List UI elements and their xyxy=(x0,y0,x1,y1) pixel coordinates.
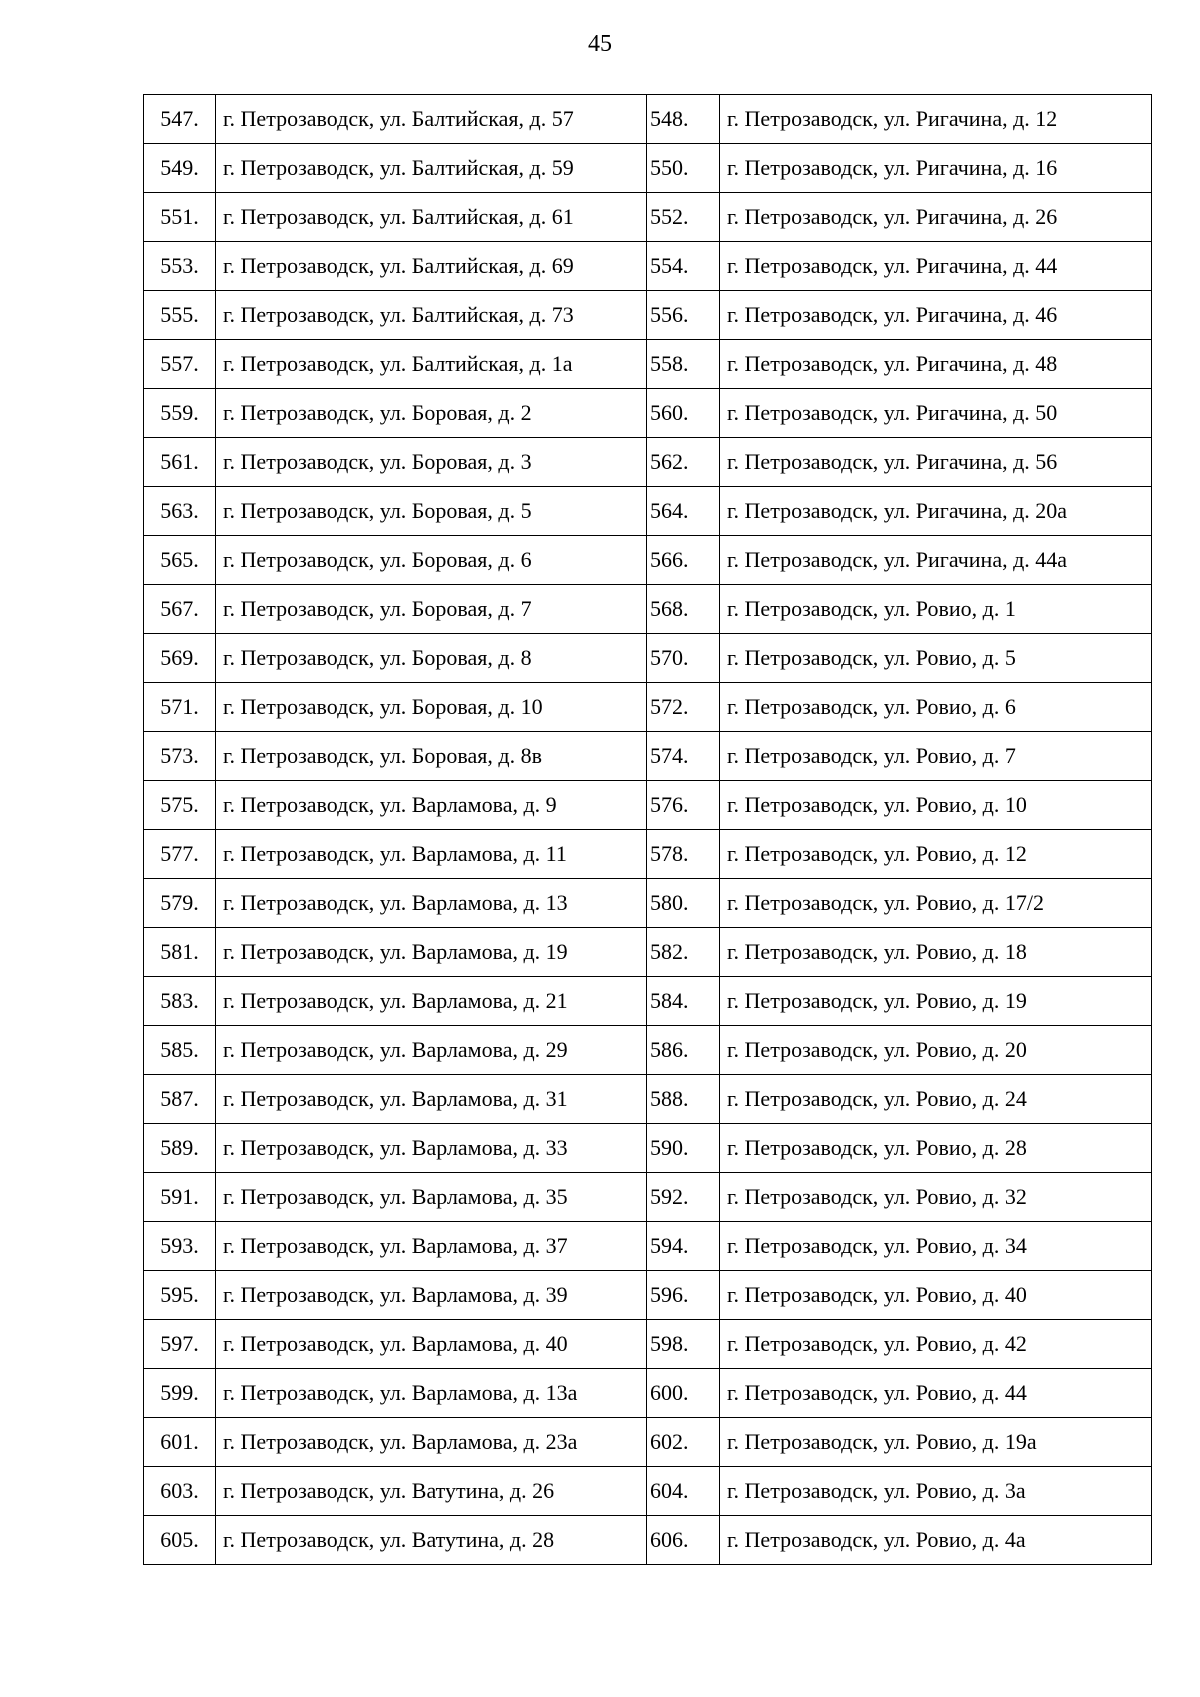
row-number-cell: 561. xyxy=(144,438,216,487)
row-number-cell: 576. xyxy=(647,781,720,830)
table-row xyxy=(144,732,1152,781)
row-number-cell: 560. xyxy=(647,389,720,438)
table-row xyxy=(144,536,1152,585)
address-cell: г. Петрозаводск, ул. Ровио, д. 6 xyxy=(720,683,1152,732)
address-cell: г. Петрозаводск, ул. Балтийская, д. 1а xyxy=(216,340,647,389)
address-cell: г. Петрозаводск, ул. Ровио, д. 20 xyxy=(720,1026,1152,1075)
row-number-cell: 591. xyxy=(144,1173,216,1222)
address-cell: г. Петрозаводск, ул. Ровио, д. 18 xyxy=(720,928,1152,977)
address-cell: г. Петрозаводск, ул. Ровио, д. 28 xyxy=(720,1124,1152,1173)
row-number-cell: 574. xyxy=(647,732,720,781)
address-cell: г. Петрозаводск, ул. Ровио, д. 4а xyxy=(720,1516,1152,1565)
row-number-cell: 587. xyxy=(144,1075,216,1124)
address-cell: г. Петрозаводск, ул. Варламова, д. 21 xyxy=(216,977,647,1026)
address-cell: г. Петрозаводск, ул. Боровая, д. 7 xyxy=(216,585,647,634)
address-cell: г. Петрозаводск, ул. Ровио, д. 40 xyxy=(720,1271,1152,1320)
row-number-cell: 570. xyxy=(647,634,720,683)
table-row xyxy=(144,1222,1152,1271)
row-number-cell: 592. xyxy=(647,1173,720,1222)
address-cell: г. Петрозаводск, ул. Варламова, д. 39 xyxy=(216,1271,647,1320)
address-cell: г. Петрозаводск, ул. Варламова, д. 37 xyxy=(216,1222,647,1271)
table-row xyxy=(144,1026,1152,1075)
table-row xyxy=(144,291,1152,340)
address-cell: г. Петрозаводск, ул. Варламова, д. 19 xyxy=(216,928,647,977)
table-row xyxy=(144,781,1152,830)
address-cell: г. Петрозаводск, ул. Ватутина, д. 28 xyxy=(216,1516,647,1565)
row-number-cell: 594. xyxy=(647,1222,720,1271)
address-cell: г. Петрозаводск, ул. Боровая, д. 8 xyxy=(216,634,647,683)
address-cell: г. Петрозаводск, ул. Боровая, д. 10 xyxy=(216,683,647,732)
address-cell: г. Петрозаводск, ул. Ригачина, д. 48 xyxy=(720,340,1152,389)
address-cell: г. Петрозаводск, ул. Варламова, д. 33 xyxy=(216,1124,647,1173)
address-cell: г. Петрозаводск, ул. Ровио, д. 17/2 xyxy=(720,879,1152,928)
row-number-cell: 589. xyxy=(144,1124,216,1173)
row-number-cell: 600. xyxy=(647,1369,720,1418)
address-cell: г. Петрозаводск, ул. Варламова, д. 13а xyxy=(216,1369,647,1418)
address-table-body xyxy=(144,95,1152,1565)
row-number-cell: 604. xyxy=(647,1467,720,1516)
table-row xyxy=(144,193,1152,242)
row-number-cell: 568. xyxy=(647,585,720,634)
row-number-cell: 555. xyxy=(144,291,216,340)
address-cell: г. Петрозаводск, ул. Ровио, д. 42 xyxy=(720,1320,1152,1369)
row-number-cell: 595. xyxy=(144,1271,216,1320)
table-row xyxy=(144,879,1152,928)
row-number-cell: 602. xyxy=(647,1418,720,1467)
table-row xyxy=(144,1467,1152,1516)
address-cell: г. Петрозаводск, ул. Балтийская, д. 57 xyxy=(216,95,647,144)
address-cell: г. Петрозаводск, ул. Балтийская, д. 61 xyxy=(216,193,647,242)
table-row xyxy=(144,1124,1152,1173)
row-number-cell: 577. xyxy=(144,830,216,879)
address-cell: г. Петрозаводск, ул. Балтийская, д. 73 xyxy=(216,291,647,340)
row-number-cell: 605. xyxy=(144,1516,216,1565)
address-cell: г. Петрозаводск, ул. Ровио, д. 19 xyxy=(720,977,1152,1026)
row-number-cell: 558. xyxy=(647,340,720,389)
row-number-cell: 548. xyxy=(647,95,720,144)
address-cell: г. Петрозаводск, ул. Ригачина, д. 16 xyxy=(720,144,1152,193)
row-number-cell: 584. xyxy=(647,977,720,1026)
address-cell: г. Петрозаводск, ул. Варламова, д. 35 xyxy=(216,1173,647,1222)
row-number-cell: 562. xyxy=(647,438,720,487)
table-row xyxy=(144,683,1152,732)
row-number-cell: 599. xyxy=(144,1369,216,1418)
address-cell: г. Петрозаводск, ул. Ровио, д. 3а xyxy=(720,1467,1152,1516)
row-number-cell: 569. xyxy=(144,634,216,683)
row-number-cell: 564. xyxy=(647,487,720,536)
address-cell: г. Петрозаводск, ул. Варламова, д. 29 xyxy=(216,1026,647,1075)
address-cell: г. Петрозаводск, ул. Ригачина, д. 26 xyxy=(720,193,1152,242)
table-row xyxy=(144,1369,1152,1418)
row-number-cell: 572. xyxy=(647,683,720,732)
row-number-cell: 593. xyxy=(144,1222,216,1271)
row-number-cell: 551. xyxy=(144,193,216,242)
table-row xyxy=(144,144,1152,193)
address-cell: г. Петрозаводск, ул. Ровио, д. 24 xyxy=(720,1075,1152,1124)
row-number-cell: 554. xyxy=(647,242,720,291)
table-row xyxy=(144,1418,1152,1467)
address-cell: г. Петрозаводск, ул. Ровио, д. 19а xyxy=(720,1418,1152,1467)
row-number-cell: 563. xyxy=(144,487,216,536)
address-cell: г. Петрозаводск, ул. Ригачина, д. 50 xyxy=(720,389,1152,438)
row-number-cell: 583. xyxy=(144,977,216,1026)
address-cell: г. Петрозаводск, ул. Варламова, д. 40 xyxy=(216,1320,647,1369)
address-cell: г. Петрозаводск, ул. Боровая, д. 2 xyxy=(216,389,647,438)
row-number-cell: 598. xyxy=(647,1320,720,1369)
address-cell: г. Петрозаводск, ул. Боровая, д. 5 xyxy=(216,487,647,536)
address-cell: г. Петрозаводск, ул. Ровио, д. 44 xyxy=(720,1369,1152,1418)
address-cell: г. Петрозаводск, ул. Ровио, д. 32 xyxy=(720,1173,1152,1222)
table-row xyxy=(144,1516,1152,1565)
table-row xyxy=(144,340,1152,389)
table-row xyxy=(144,438,1152,487)
row-number-cell: 559. xyxy=(144,389,216,438)
row-number-cell: 567. xyxy=(144,585,216,634)
table-row xyxy=(144,1320,1152,1369)
address-cell: г. Петрозаводск, ул. Ригачина, д. 20а xyxy=(720,487,1152,536)
address-cell: г. Петрозаводск, ул. Ровио, д. 5 xyxy=(720,634,1152,683)
table-row xyxy=(144,242,1152,291)
row-number-cell: 566. xyxy=(647,536,720,585)
address-cell: г. Петрозаводск, ул. Варламова, д. 31 xyxy=(216,1075,647,1124)
address-cell: г. Петрозаводск, ул. Варламова, д. 9 xyxy=(216,781,647,830)
row-number-cell: 556. xyxy=(647,291,720,340)
row-number-cell: 581. xyxy=(144,928,216,977)
table-row xyxy=(144,634,1152,683)
row-number-cell: 579. xyxy=(144,879,216,928)
table-row xyxy=(144,95,1152,144)
row-number-cell: 590. xyxy=(647,1124,720,1173)
table-row xyxy=(144,585,1152,634)
address-cell: г. Петрозаводск, ул. Варламова, д. 11 xyxy=(216,830,647,879)
row-number-cell: 575. xyxy=(144,781,216,830)
row-number-cell: 565. xyxy=(144,536,216,585)
address-cell: г. Петрозаводск, ул. Ригачина, д. 44 xyxy=(720,242,1152,291)
row-number-cell: 588. xyxy=(647,1075,720,1124)
table-row xyxy=(144,977,1152,1026)
row-number-cell: 582. xyxy=(647,928,720,977)
row-number-cell: 547. xyxy=(144,95,216,144)
address-cell: г. Петрозаводск, ул. Варламова, д. 23а xyxy=(216,1418,647,1467)
row-number-cell: 597. xyxy=(144,1320,216,1369)
address-cell: г. Петрозаводск, ул. Ровио, д. 1 xyxy=(720,585,1152,634)
address-cell: г. Петрозаводск, ул. Боровая, д. 6 xyxy=(216,536,647,585)
address-cell: г. Петрозаводск, ул. Ровио, д. 10 xyxy=(720,781,1152,830)
address-cell: г. Петрозаводск, ул. Ригачина, д. 46 xyxy=(720,291,1152,340)
row-number-cell: 557. xyxy=(144,340,216,389)
row-number-cell: 571. xyxy=(144,683,216,732)
row-number-cell: 585. xyxy=(144,1026,216,1075)
page-number: 45 xyxy=(588,31,612,57)
row-number-cell: 573. xyxy=(144,732,216,781)
table-row xyxy=(144,830,1152,879)
address-table xyxy=(143,94,1152,1565)
address-cell: г. Петрозаводск, ул. Ровио, д. 7 xyxy=(720,732,1152,781)
row-number-cell: 606. xyxy=(647,1516,720,1565)
address-cell: г. Петрозаводск, ул. Боровая, д. 8в xyxy=(216,732,647,781)
row-number-cell: 552. xyxy=(647,193,720,242)
row-number-cell: 601. xyxy=(144,1418,216,1467)
table-row xyxy=(144,389,1152,438)
address-cell: г. Петрозаводск, ул. Ригачина, д. 44а xyxy=(720,536,1152,585)
table-row xyxy=(144,928,1152,977)
row-number-cell: 586. xyxy=(647,1026,720,1075)
address-cell: г. Петрозаводск, ул. Балтийская, д. 69 xyxy=(216,242,647,291)
table-row xyxy=(144,1173,1152,1222)
address-cell: г. Петрозаводск, ул. Балтийская, д. 59 xyxy=(216,144,647,193)
row-number-cell: 580. xyxy=(647,879,720,928)
row-number-cell: 603. xyxy=(144,1467,216,1516)
address-cell: г. Петрозаводск, ул. Ригачина, д. 56 xyxy=(720,438,1152,487)
row-number-cell: 596. xyxy=(647,1271,720,1320)
address-cell: г. Петрозаводск, ул. Ватутина, д. 26 xyxy=(216,1467,647,1516)
address-cell: г. Петрозаводск, ул. Варламова, д. 13 xyxy=(216,879,647,928)
row-number-cell: 553. xyxy=(144,242,216,291)
address-cell: г. Петрозаводск, ул. Ригачина, д. 12 xyxy=(720,95,1152,144)
row-number-cell: 578. xyxy=(647,830,720,879)
row-number-cell: 550. xyxy=(647,144,720,193)
address-cell: г. Петрозаводск, ул. Боровая, д. 3 xyxy=(216,438,647,487)
address-cell: г. Петрозаводск, ул. Ровио, д. 12 xyxy=(720,830,1152,879)
table-row xyxy=(144,1075,1152,1124)
address-cell: г. Петрозаводск, ул. Ровио, д. 34 xyxy=(720,1222,1152,1271)
row-number-cell: 549. xyxy=(144,144,216,193)
table-row xyxy=(144,1271,1152,1320)
table-row xyxy=(144,487,1152,536)
